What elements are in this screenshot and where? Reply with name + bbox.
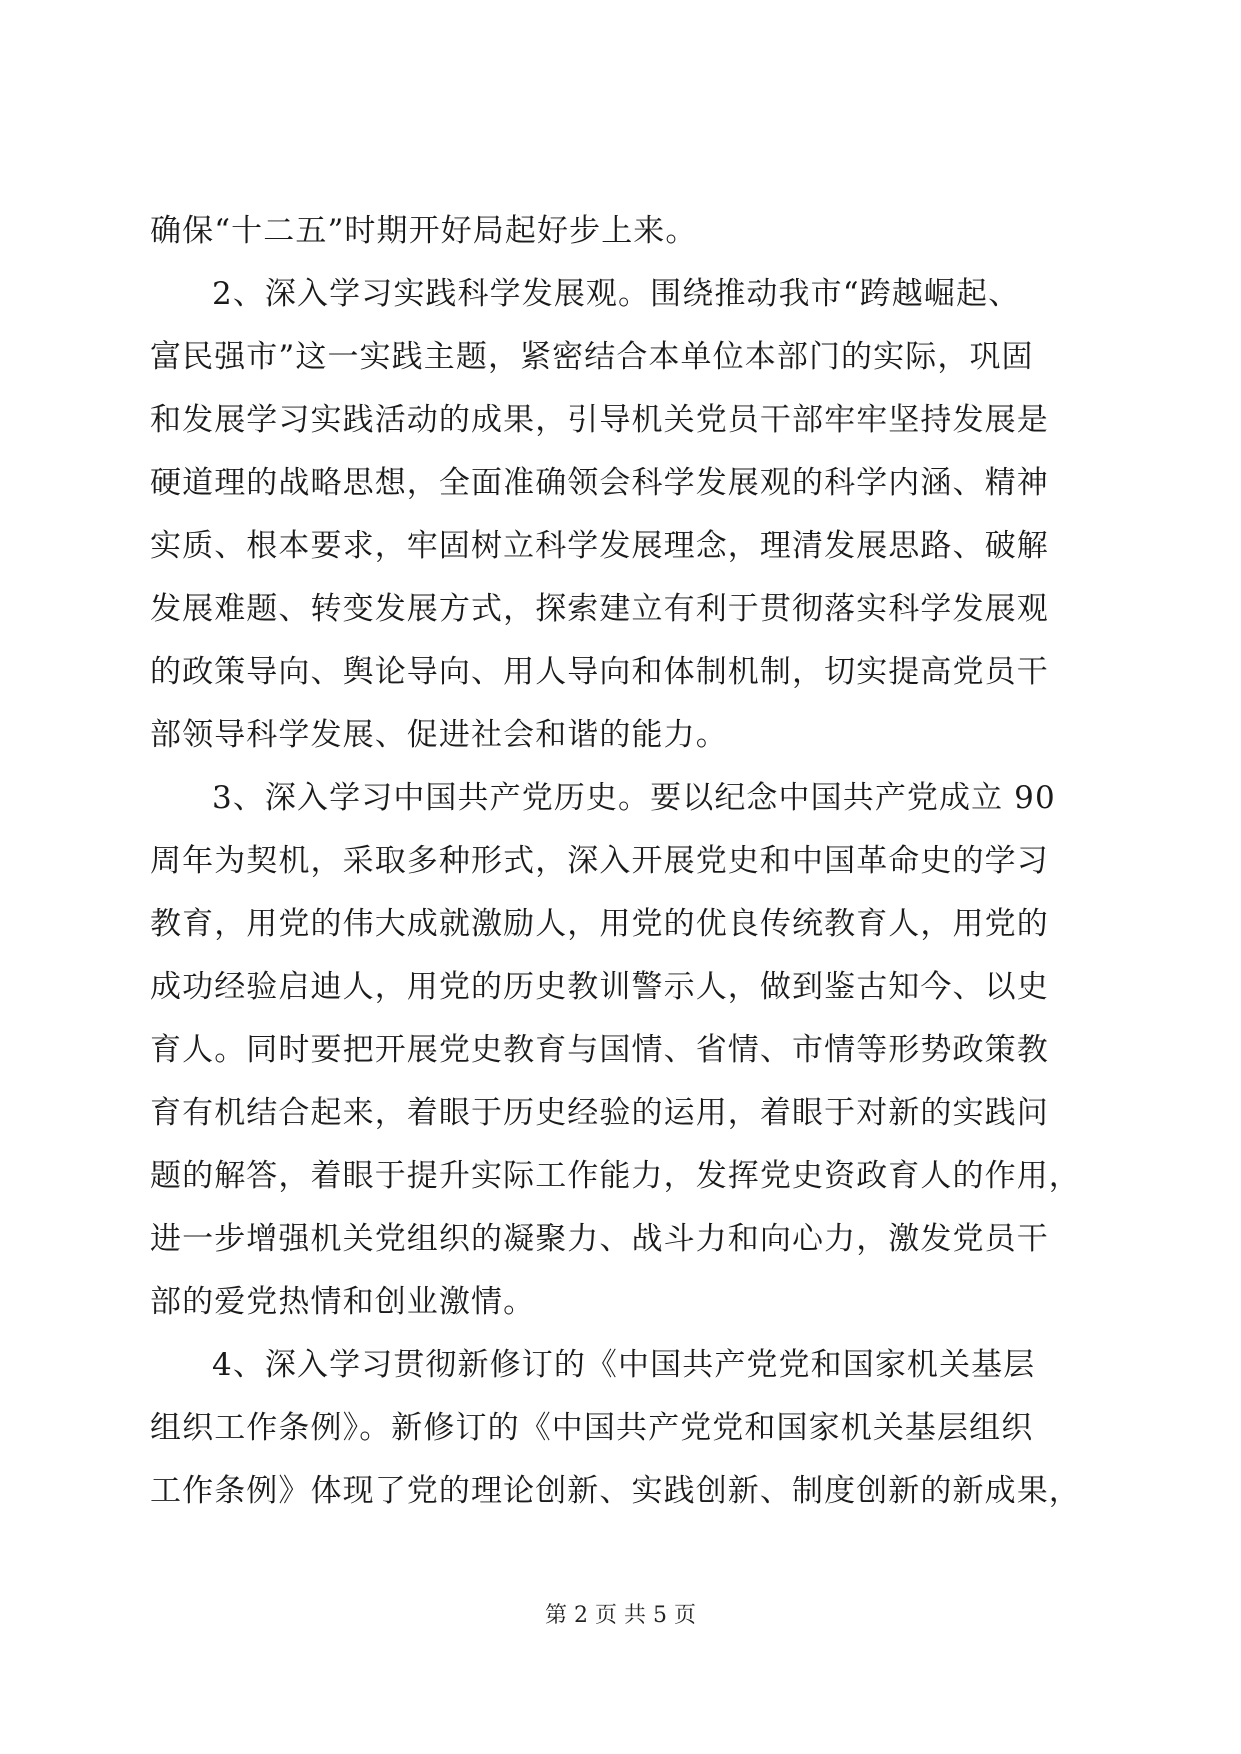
text-line: 周年为契机，采取多种形式，深入开展党史和中国革命史的学习 [150,843,1049,879]
text-line: 工作条例》体现了党的理论创新、实践创新、制度创新的新成果， [150,1473,1081,1509]
text-line: 成功经验启迪人，用党的历史教训警示人，做到鉴古知今、以史 [150,969,1049,1005]
text-line: 组织工作条例》。新修订的《中国共产党党和国家机关基层组织 [150,1410,1034,1446]
text-line: 和发展学习实践活动的成果，引导机关党员干部牢牢坚持发展是 [150,402,1049,438]
text-line: 题的解答，着眼于提升实际工作能力，发挥党史资政育人的作用， [150,1158,1081,1194]
text-line: 发展难题、转变发展方式，探索建立有利于贯彻落实科学发展观 [150,591,1049,627]
text-line: 4、深入学习贯彻新修订的《中国共产党党和国家机关基层 [212,1347,1036,1383]
document-body [150,200,1090,1523]
text-line: 育人。同时要把开展党史教育与国情、省情、市情等形势政策教 [150,1032,1049,1068]
text-line: 硬道理的战略思想，全面准确领会科学发展观的科学内涵、精神 [150,465,1049,501]
text-line: 部的爱党热情和创业激情。 [150,1284,536,1320]
text-line: 部领导科学发展、促进社会和谐的能力。 [150,717,728,753]
text-line: 进一步增强机关党组织的凝聚力、战斗力和向心力，激发党员干 [150,1221,1049,1257]
text-line: 的政策导向、舆论导向、用人导向和体制机制，切实提高党员干 [150,654,1049,690]
text-line: 教育，用党的伟大成就激励人，用党的优良传统教育人，用党的 [150,906,1049,942]
text-line: 育有机结合起来，着眼于历史经验的运用，着眼于对新的实践问 [150,1095,1049,1131]
text-line: 富民强市”这一实践主题，紧密结合本单位本部门的实际，巩固 [150,339,1034,375]
text-line: 2、深入学习实践科学发展观。围绕推动我市“跨越崛起、 [212,276,1021,312]
text-line: 确保“十二五”时期开好局起好步上来。 [150,213,698,249]
page-number-footer: 第 2 页 共 5 页 [545,1603,696,1628]
text-line: 3、深入学习中国共产党历史。要以纪念中国共产党成立 90 [212,780,1056,816]
text-line: 实质、根本要求，牢固树立科学发展理念，理清发展思路、破解 [150,528,1049,564]
